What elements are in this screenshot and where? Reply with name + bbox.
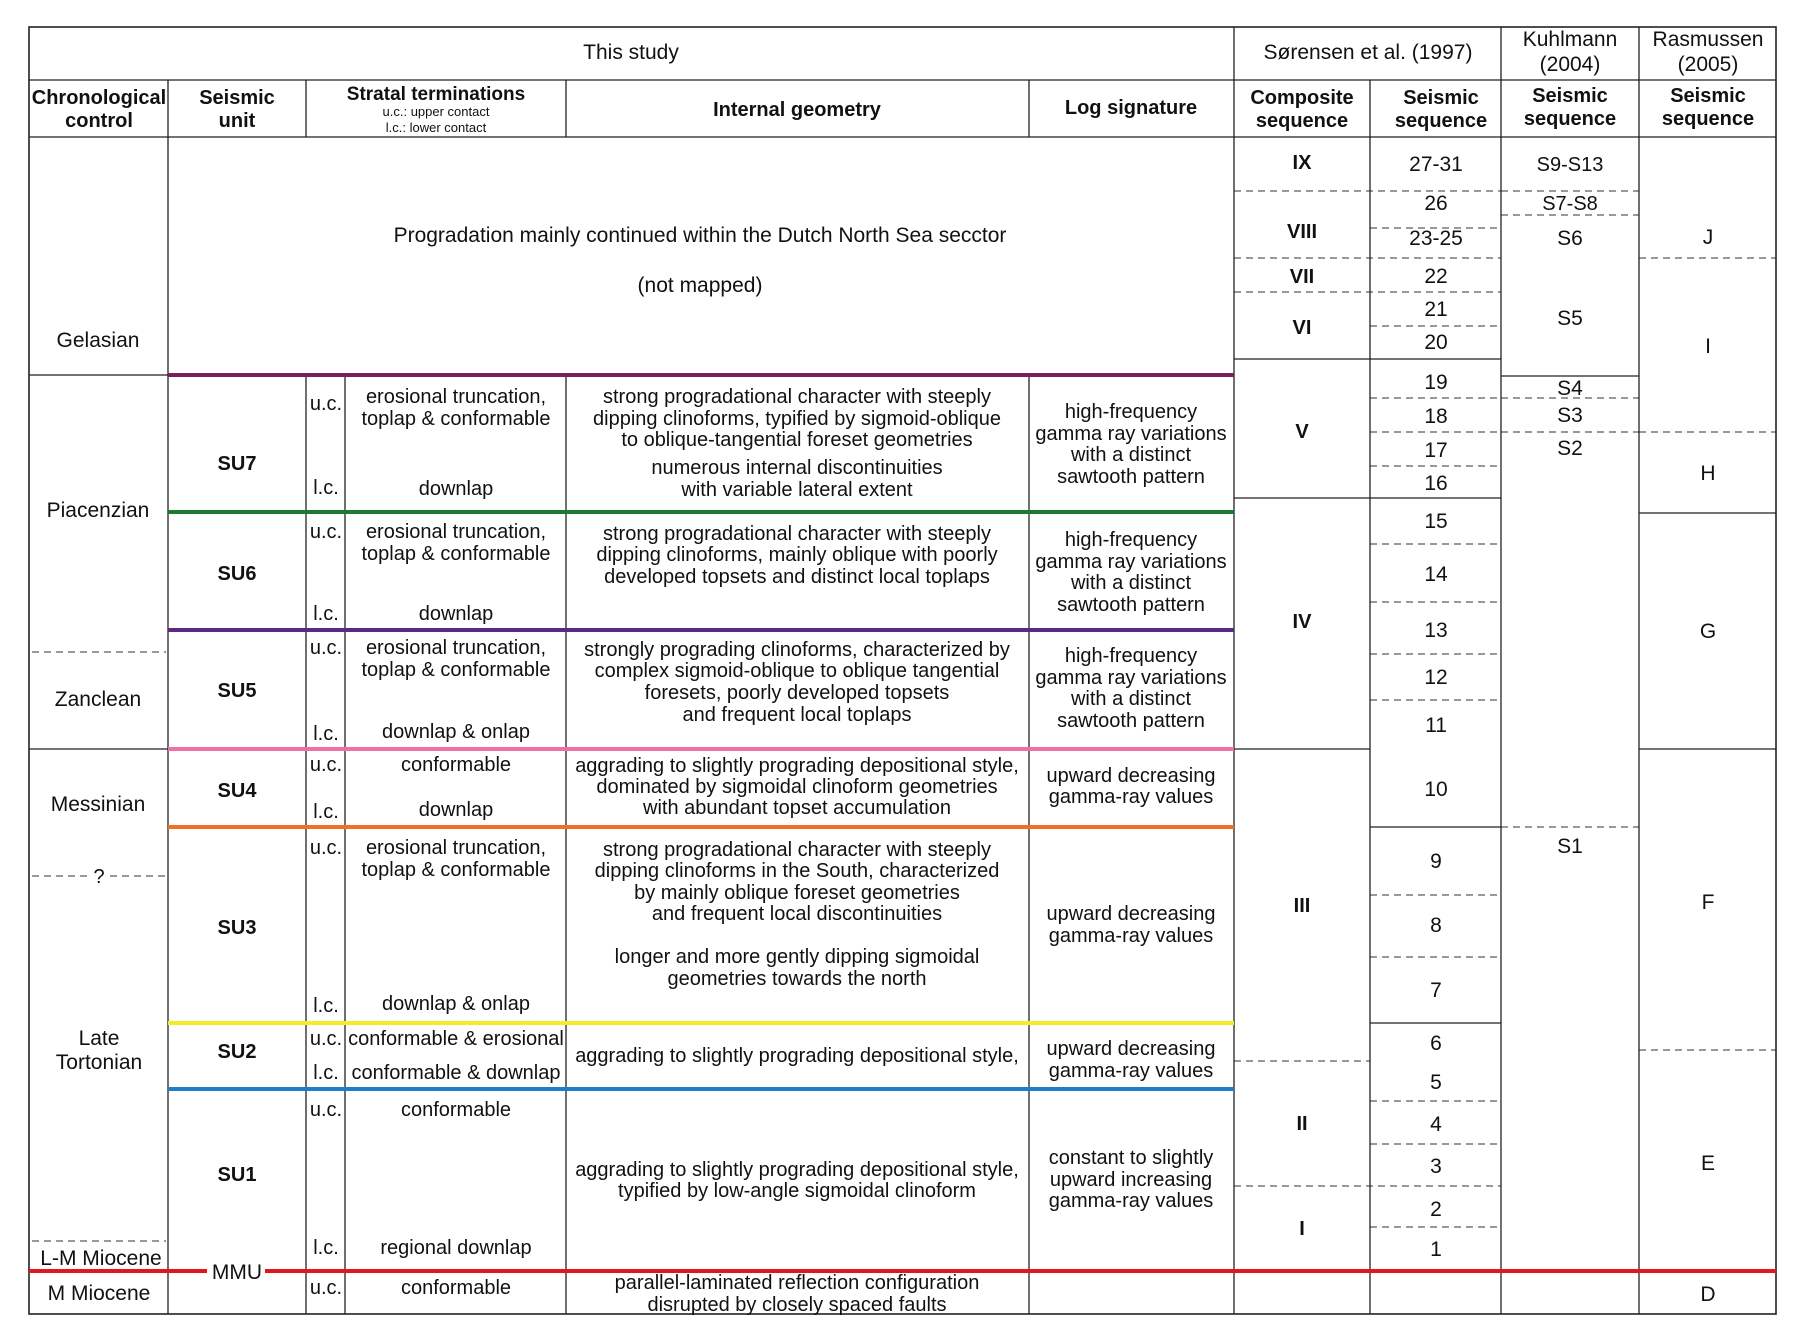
chrono-late: Late xyxy=(78,1027,120,1050)
lower-contact-text: downlap xyxy=(418,799,494,821)
seismic-sequence: 13 xyxy=(1424,619,1448,642)
col-chrono-1: Chronological xyxy=(31,87,167,109)
seismic-sequence: 5 xyxy=(1430,1071,1442,1094)
seismic-sequence: 12 xyxy=(1424,666,1448,689)
header-sorensen: Sørensen et al. (1997) xyxy=(1263,41,1473,64)
log-signature-text: gamma ray variations xyxy=(1035,551,1227,573)
internal-geometry-text: longer and more gently dipping sigmoidal xyxy=(614,946,980,968)
rasmussen-sequence: E xyxy=(1700,1152,1716,1175)
internal-geometry-text: strong progradational character with steeply xyxy=(603,523,991,545)
internal-geometry-text: aggrading to slightly prograding depositional style, xyxy=(575,1159,1019,1181)
seismic-sequence: 9 xyxy=(1430,850,1442,873)
col-kuhlmann-seq-1: Seismic xyxy=(1532,85,1608,107)
uc-label: u.c. xyxy=(309,637,343,659)
kuhlmann-sequences xyxy=(1537,154,1604,858)
internal-geometry-text: typified by low-angle sigmoidal clinoform xyxy=(618,1180,976,1202)
uc-label: u.c. xyxy=(309,837,343,859)
upper-contact-text: toplap & conformable xyxy=(361,659,551,681)
internal-geometry-text: and frequent local toplaps xyxy=(682,704,912,726)
lc-label: l.c. xyxy=(313,603,339,625)
seismic-sequence: 7 xyxy=(1430,979,1442,1002)
kuhlmann-sequence: S9-S13 xyxy=(1536,154,1604,176)
rasmussen-sequence: F xyxy=(1701,891,1715,914)
log-signature-text: high-frequency xyxy=(1064,529,1198,551)
internal-geometry-text: dominated by sigmoidal clinoform geometries xyxy=(596,776,998,798)
seismic-unit-row xyxy=(218,754,1216,823)
col-chrono-2: control xyxy=(65,110,133,132)
upper-contact-text: toplap & conformable xyxy=(361,859,551,881)
lc-label: l.c. xyxy=(313,723,339,745)
unit-name: SU6 xyxy=(217,563,257,585)
log-signature-text: gamma-ray values xyxy=(1048,1190,1214,1212)
upper-contact-text: conformable & erosional xyxy=(348,1028,564,1050)
composite-sequence: VIII xyxy=(1286,221,1318,243)
seismic-sequence: 8 xyxy=(1430,914,1442,937)
rasmussen-sequence: J xyxy=(1702,226,1714,249)
internal-geometry-text: dipping clinoforms, mainly oblique with poorly xyxy=(596,544,998,566)
seismic-sequence: 3 xyxy=(1430,1155,1442,1178)
internal-geometry-text: aggrading to slightly prograding depositional style, xyxy=(575,1045,1019,1067)
log-signature-text: with a distinct xyxy=(1070,572,1192,594)
internal-geometry-text: strong progradational character with steeply xyxy=(603,839,991,861)
lower-contact-text: regional downlap xyxy=(380,1237,532,1259)
seismic-sequence: 10 xyxy=(1424,778,1448,801)
lc-label: l.c. xyxy=(313,801,339,823)
upper-contact-text: toplap & conformable xyxy=(361,543,551,565)
internal-geometry-text: complex sigmoid-oblique to oblique tangential xyxy=(594,660,1000,682)
seismic-sequence: 23-25 xyxy=(1409,227,1463,250)
header-this-study: This study xyxy=(583,41,679,64)
seismic-sequence: 11 xyxy=(1425,714,1447,737)
upper-contact-text: conformable xyxy=(400,754,512,776)
log-signature-text: gamma ray variations xyxy=(1035,667,1227,689)
seismic-sequence: 19 xyxy=(1424,371,1448,394)
chrono-zanclean: Zanclean xyxy=(54,688,142,711)
seismic-sequence: 27-31 xyxy=(1409,153,1463,176)
header-rasmussen-1: Rasmussen xyxy=(1652,28,1764,51)
lc-label: l.c. xyxy=(313,1237,339,1259)
seismic-sequence: 1 xyxy=(1430,1238,1442,1261)
chrono-m-miocene: M Miocene xyxy=(47,1282,151,1305)
log-signature-text: high-frequency xyxy=(1064,645,1198,667)
header-kuhlmann-1: Kuhlmann xyxy=(1522,28,1618,51)
kuhlmann-sequence: S6 xyxy=(1557,227,1583,250)
col-kuhlmann-seq-2: sequence xyxy=(1523,108,1617,130)
unit-name: SU2 xyxy=(217,1041,257,1063)
internal-geometry-text: aggrading to slightly prograding depositional style, xyxy=(575,755,1019,777)
log-signature-text: with a distinct xyxy=(1070,444,1192,466)
uc-label: u.c. xyxy=(309,1099,343,1121)
col-internal: Internal geometry xyxy=(713,99,881,121)
chrono-piacenzian: Piacenzian xyxy=(46,499,150,522)
seismic-units xyxy=(218,386,1227,1259)
seismic-sequence: 18 xyxy=(1424,405,1448,428)
rasmussen-sequence: G xyxy=(1699,620,1717,643)
seismic-unit-row xyxy=(218,837,1216,1017)
composite-sequence: IV xyxy=(1292,611,1312,633)
log-signature-text: gamma ray variations xyxy=(1035,423,1227,445)
col-seismic-seq-2: sequence xyxy=(1394,110,1488,132)
lower-contact-text: downlap & onlap xyxy=(382,721,530,743)
below-mmu-uc-label: u.c. xyxy=(309,1277,343,1299)
col-rasmussen-seq-1: Seismic xyxy=(1670,85,1746,107)
seismic-unit-row xyxy=(218,521,1227,625)
seismic-sequence: 26 xyxy=(1424,192,1448,215)
lc-label: l.c. xyxy=(313,995,339,1017)
unit-name: SU5 xyxy=(217,680,257,702)
internal-geometry-text: geometries towards the north xyxy=(667,968,927,990)
lower-contact-text: downlap & onlap xyxy=(382,993,530,1015)
log-signature-text: gamma-ray values xyxy=(1048,925,1214,947)
rasmussen-sequence: D xyxy=(1700,1283,1716,1306)
composite-sequence: II xyxy=(1296,1113,1308,1135)
log-signature-text: with a distinct xyxy=(1070,688,1192,710)
upper-contact-text: conformable xyxy=(400,1099,512,1121)
composite-sequence: VII xyxy=(1289,266,1315,288)
header-rasmussen-2: (2005) xyxy=(1677,53,1739,76)
log-signature-text: sawtooth pattern xyxy=(1057,466,1205,488)
seismic-sequences xyxy=(1409,153,1463,1261)
upper-contact-text: erosional truncation, xyxy=(365,386,547,408)
seismic-sequence: 20 xyxy=(1424,331,1448,354)
unit-boundaries xyxy=(29,375,1776,1271)
rasmussen-sequence: H xyxy=(1700,462,1716,485)
internal-geometry-text: dipping clinoforms in the South, characterized xyxy=(594,860,1000,882)
rasmussen-sequences xyxy=(1700,226,1716,1306)
composite-sequences xyxy=(1287,152,1317,1240)
chrono-question: ? xyxy=(93,866,105,888)
below-mmu-geometry-1: parallel-laminated reflection configuration xyxy=(614,1272,980,1294)
uc-label: u.c. xyxy=(309,754,343,776)
uc-label: u.c. xyxy=(309,1028,343,1050)
unit-name: SU4 xyxy=(217,780,257,802)
internal-geometry-text: with abundant topset accumulation xyxy=(643,797,951,819)
kuhlmann-sequence: S2 xyxy=(1557,437,1583,460)
log-signature-text: sawtooth pattern xyxy=(1057,594,1205,616)
kuhlmann-sequence: S5 xyxy=(1557,307,1583,330)
composite-sequence: IX xyxy=(1292,152,1312,174)
lc-label: l.c. xyxy=(313,1062,339,1084)
chrono-gelasian: Gelasian xyxy=(56,329,140,352)
lower-contact-text: conformable & downlap xyxy=(351,1062,561,1084)
log-signature-text: upward decreasing xyxy=(1046,765,1216,787)
upper-contact-text: erosional truncation, xyxy=(365,637,547,659)
upper-contact-text: erosional truncation, xyxy=(365,837,547,859)
upper-contact-text: toplap & conformable xyxy=(361,408,551,430)
col-seismic-unit-1: Seismic xyxy=(199,87,275,109)
chrono-messinian: Messinian xyxy=(50,793,146,816)
log-signature-text: gamma-ray values xyxy=(1048,786,1214,808)
chrono-lm-miocene: L-M Miocene xyxy=(40,1247,162,1270)
not-mapped-line-2: (not mapped) xyxy=(637,274,763,297)
internal-geometry-text: to oblique-tangential foreset geometries xyxy=(621,429,973,451)
kuhlmann-sequence: S7-S8 xyxy=(1542,193,1598,215)
rasmussen-sequence: I xyxy=(1705,335,1711,358)
seismic-unit-row xyxy=(218,637,1227,745)
header-kuhlmann-2: (2004) xyxy=(1539,53,1601,76)
internal-geometry-text: and frequent local discontinuities xyxy=(651,903,943,925)
seismic-sequence: 21 xyxy=(1424,298,1448,321)
internal-geometry-text: by mainly oblique foreset geometries xyxy=(634,882,960,904)
uc-label: u.c. xyxy=(309,521,343,543)
internal-geometry-text: foresets, poorly developed topsets xyxy=(644,682,950,704)
log-signature-text: constant to slightly xyxy=(1048,1147,1214,1169)
composite-sequence: III xyxy=(1293,895,1311,917)
internal-geometry-text: developed topsets and distinct local toplaps xyxy=(604,566,990,588)
log-signature-text: gamma-ray values xyxy=(1048,1060,1214,1082)
log-signature-text: upward decreasing xyxy=(1046,903,1216,925)
kuhlmann-sequence: S4 xyxy=(1557,377,1583,400)
not-mapped-line-1: Progradation mainly continued within the Dutch North Sea secctor xyxy=(393,224,1007,247)
chrono-tortonian: Tortonian xyxy=(55,1051,143,1074)
seismic-sequence: 4 xyxy=(1430,1113,1442,1136)
col-composite-1: Composite xyxy=(1250,87,1354,109)
internal-geometry-text: with variable lateral extent xyxy=(681,479,913,501)
col-log: Log signature xyxy=(1064,97,1198,119)
seismic-unit-row xyxy=(218,386,1227,501)
kuhlmann-sequence: S3 xyxy=(1557,404,1583,427)
seismic-sequence: 22 xyxy=(1424,265,1448,288)
uc-label: u.c. xyxy=(309,393,343,415)
col-seismic-unit-2: unit xyxy=(218,110,256,132)
log-signature-text: high-frequency xyxy=(1064,401,1198,423)
below-mmu-uc: conformable xyxy=(400,1277,512,1299)
log-signature-text: upward decreasing xyxy=(1046,1038,1216,1060)
log-signature-text: sawtooth pattern xyxy=(1057,710,1205,732)
upper-contact-text: erosional truncation, xyxy=(365,521,547,543)
composite-sequence: V xyxy=(1295,421,1309,443)
seismic-sequence: 15 xyxy=(1424,510,1448,533)
col-composite-2: sequence xyxy=(1255,110,1349,132)
col-rasmussen-seq-2: sequence xyxy=(1661,108,1755,130)
seismic-sequence: 16 xyxy=(1424,472,1448,495)
lower-contact-text: downlap xyxy=(418,603,494,625)
col-stratal-uc: u.c.: upper contact xyxy=(382,104,490,119)
composite-sequence: I xyxy=(1299,1218,1305,1240)
seismic-unit-row xyxy=(218,1028,1216,1084)
seismic-sequence: 2 xyxy=(1430,1198,1442,1221)
log-signature-text: upward increasing xyxy=(1049,1169,1213,1191)
unit-name: SU1 xyxy=(217,1164,257,1186)
internal-geometry-text: strong progradational character with steeply xyxy=(603,386,991,408)
composite-sequence: VI xyxy=(1292,317,1312,339)
seismic-sequence: 14 xyxy=(1424,563,1448,586)
seismic-sequence: 17 xyxy=(1424,439,1448,462)
col-stratal-lc: l.c.: lower contact xyxy=(385,120,487,135)
seismic-unit-row xyxy=(218,1099,1214,1259)
col-stratal: Stratal terminations xyxy=(346,84,526,105)
mmu-label: MMU xyxy=(211,1261,263,1284)
internal-geometry-text: numerous internal discontinuities xyxy=(651,457,943,479)
col-seismic-seq-1: Seismic xyxy=(1403,87,1479,109)
lower-contact-text: downlap xyxy=(418,478,494,500)
internal-geometry-text: dipping clinoforms, typified by sigmoid-oblique xyxy=(593,408,1001,430)
kuhlmann-sequence: S1 xyxy=(1557,835,1583,858)
unit-name: SU7 xyxy=(217,453,257,475)
internal-geometry-text: strongly prograding clinoforms, characterized by xyxy=(584,639,1010,661)
seismic-sequence: 6 xyxy=(1430,1032,1442,1055)
lc-label: l.c. xyxy=(313,477,339,499)
unit-name: SU3 xyxy=(217,917,257,939)
below-mmu-geometry-2: disrupted by closely spaced faults xyxy=(647,1294,947,1316)
